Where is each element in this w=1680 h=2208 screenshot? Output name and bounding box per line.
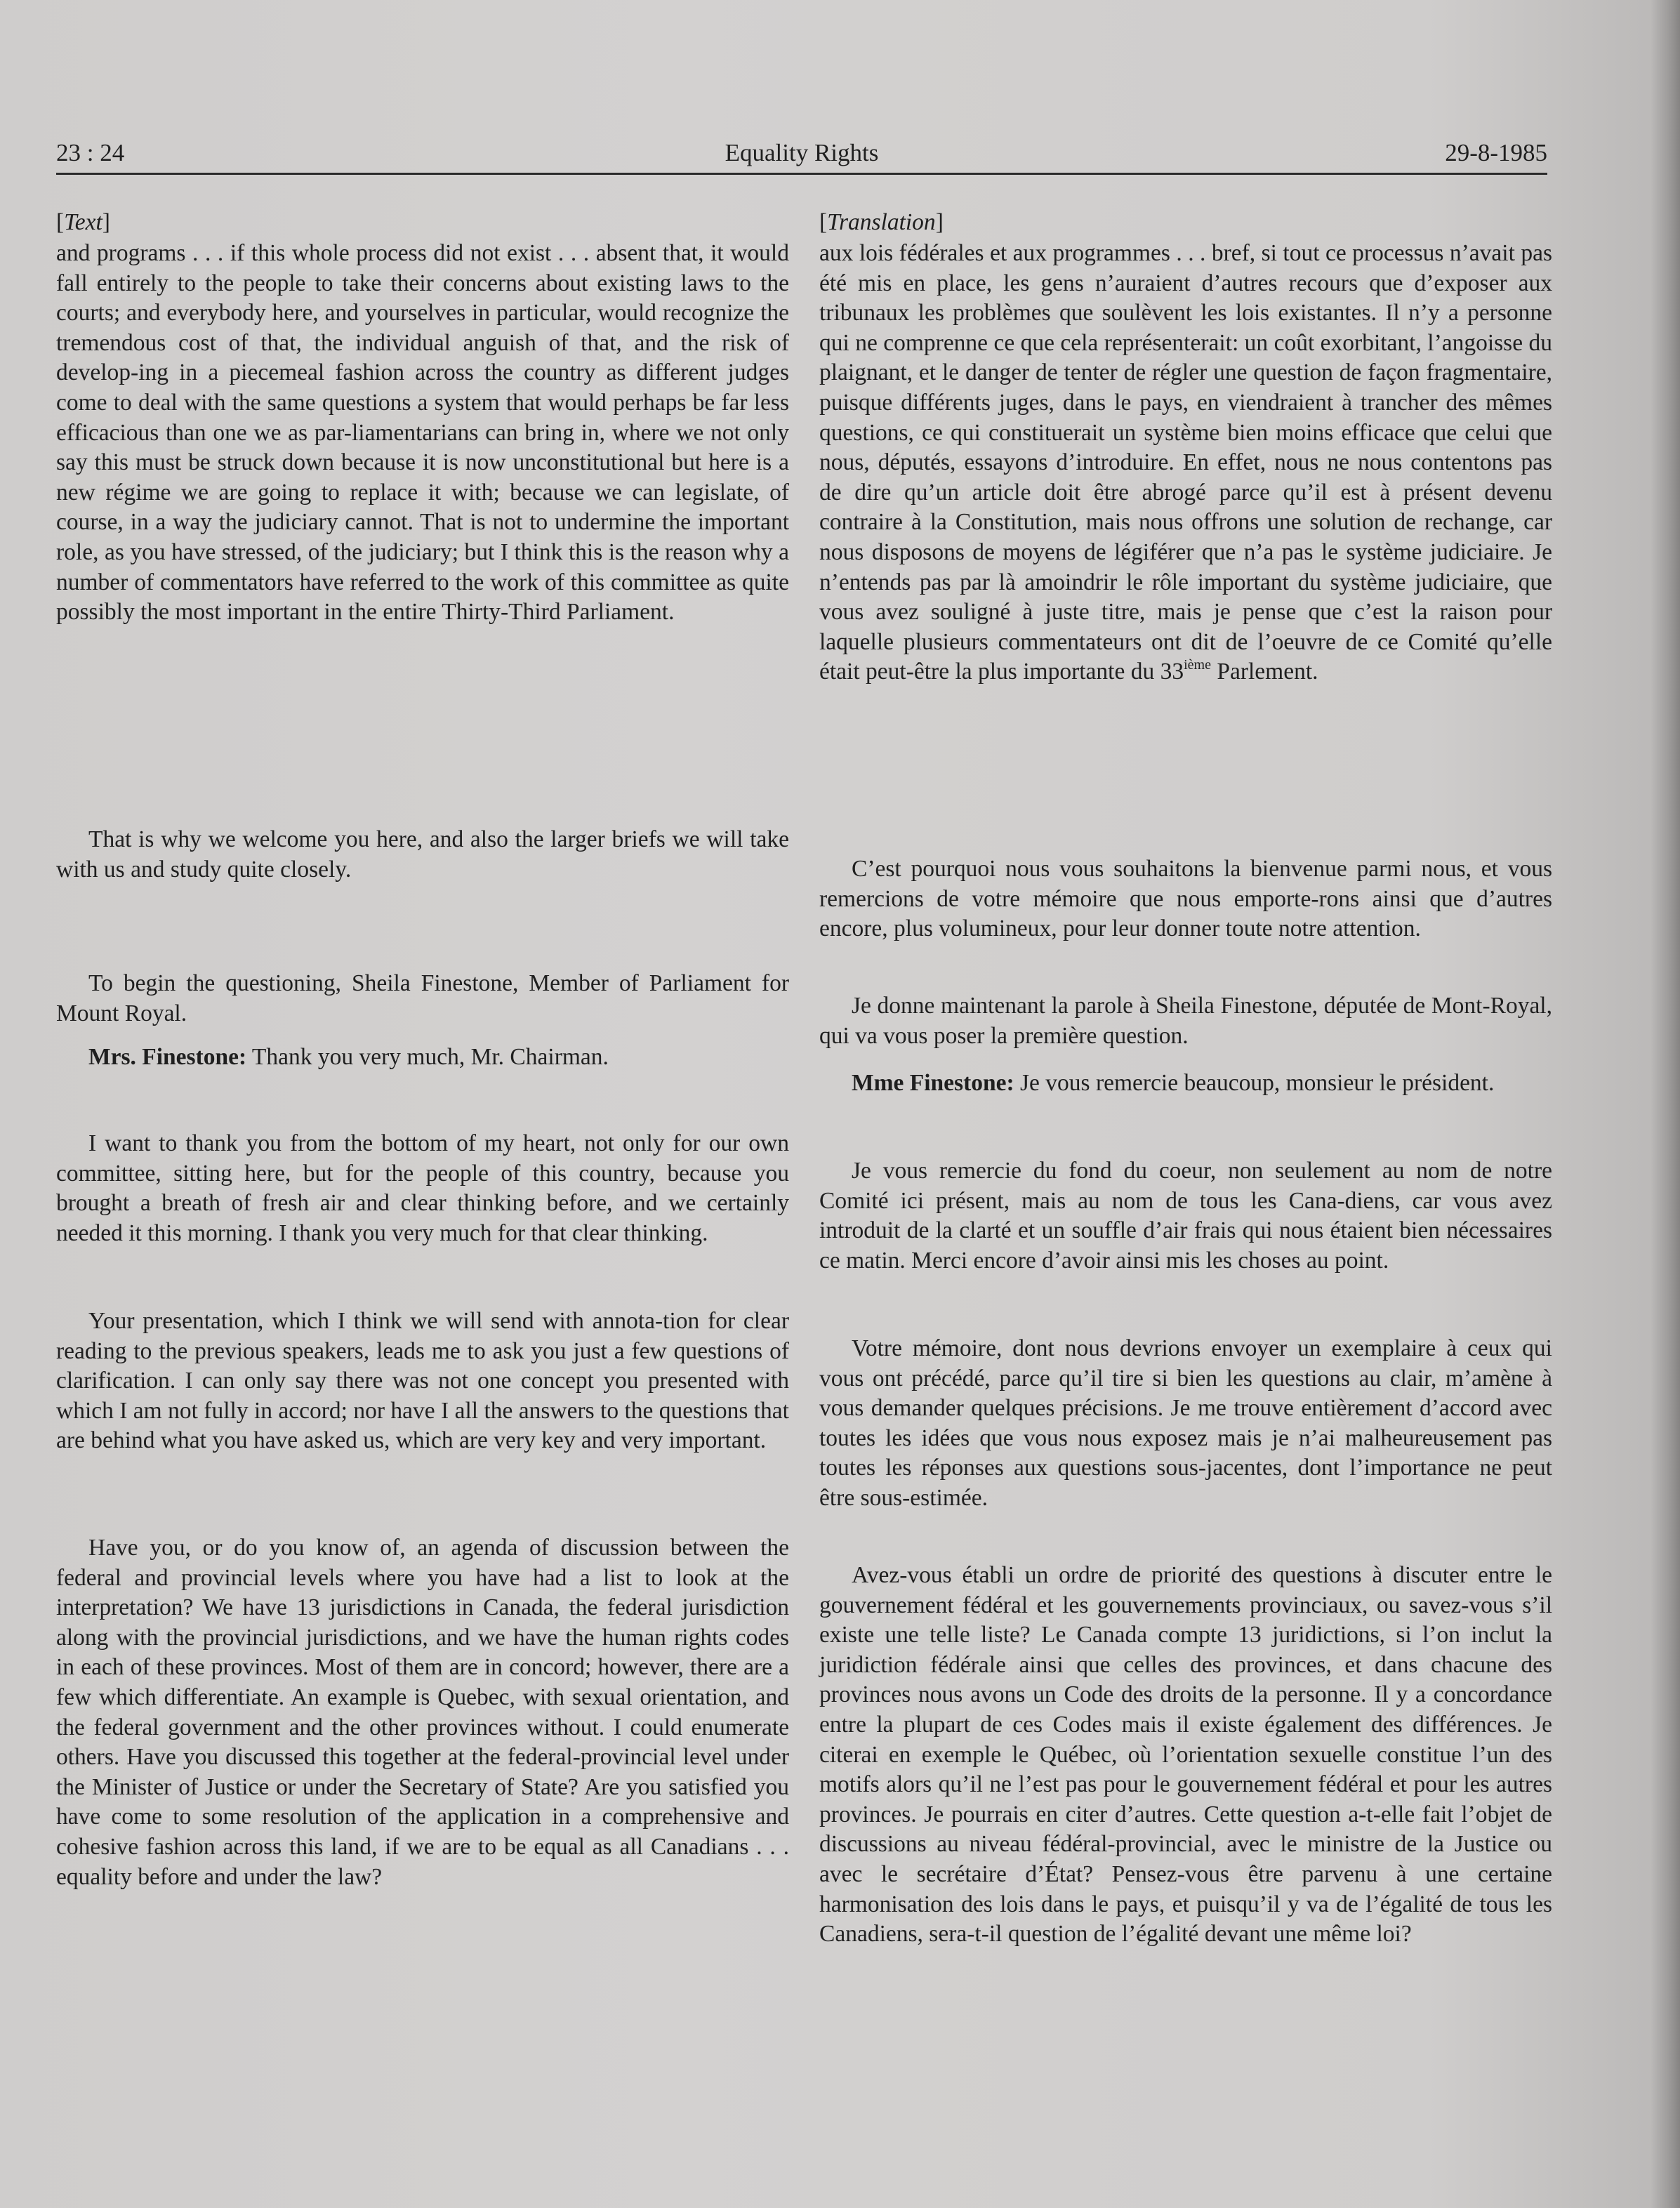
french-paragraph-1-text: aux lois fédérales et aux programmes . . . bref, si tout ce processus n’avait pas été mis en place, les gens n’auraient d’autres recours que d’exposer aux tribunaux les problèmes que soulèvent les lois existantes. Il n’y a personne qui ne comprenne ce que cela représenterait: un coût exorbitant, l’angoisse du plaignant, et le danger de tenter de régler une question de façon fragmentaire, puisque différents juges, dans le pays, en viendraient à trancher des mêmes questions, ce qui constituerait un système bien moins efficace que celui que nous, députés, essayons d’introduire. En effet, nous ne nous contentons pas de dire qu’un article doit être abrogé parce qu’il est à présent devenu contraire à la Constitution, mais nous offrons une solution de rechange, car nous disposons de moyens de légiférer que n’a pas le système judiciaire. Je n’entends pas par là amoindrir le rôle important du système judiciaire, que vous avez souligné à juste titre, mais je pense que c’est la raison pour laquelle plusieurs commentateurs ont dit de l’oeuvre de ce Comité qu’elle était peut-être la plus importante du 33 (819, 240, 1552, 685)
english-paragraph-1: and programs . . . if this whole process did not exist . . . absent that, it would fall entirely to the people to take their concerns about existing laws to the courts; and everybody here, and yourselves in particular, would recognize the tremendous cost of that, the individual anguish of that, and the risk of develop-ing in a piecemeal fashion across the country as different judges come to deal with the same questions a system that would perhaps be far less efficacious than one we as par-liamentarians can bring in, where we not only say this must be struck down because it is now unconstitutional but here is a new régime we are going to replace it with; because we can legislate, of course, in a way the judiciary cannot. That is not to undermine the important role, as you have stressed, of the judiciary; but I think this is the reason why a number of commentators have referred to the work of this committee as quite possibly the most important in the entire Thirty-Third Parliament. (56, 240, 789, 626)
page-date: 29-8-1985 (1445, 139, 1547, 166)
text-label-word: Text (64, 209, 102, 235)
page-edge-shadow (1651, 0, 1680, 2208)
speaker-remark-fr: Je vous remercie beaucoup, monsieur le président. (1014, 1070, 1495, 1096)
page-header (56, 138, 1547, 174)
english-paragraph-2: That is why we welcome you here, and also the larger briefs we will take with us and study quite closely. (56, 826, 789, 882)
page-number: 23 : 24 (56, 139, 125, 166)
english-paragraph-6: Your presentation, which I think we will send with annota-tion for clear reading to the previous speakers, leads me to ask you just a few questions of clarification. I can only say there was not one concept you presented with which I am not fully in accord; nor have I all the answers to the questions that are behind what you have asked us, which are very key and very important. (56, 1308, 789, 1454)
translation-label: [Translation] (819, 209, 944, 235)
french-column (819, 208, 1552, 1950)
french-paragraph-2: C’est pourquoi nous vous souhaitons la bienvenue parmi nous, et vous remercions de votre mémoire que nous emporte-rons ainsi que d’autres encore, plus volumineux, pour leur donner toute notre attention. (819, 856, 1552, 942)
english-column (56, 208, 789, 1892)
english-paragraph-3: To begin the questioning, Sheila Finestone, Member of Parliament for Mount Royal. (56, 970, 789, 1026)
header-rule (56, 173, 1547, 175)
english-paragraph-5: I want to thank you from the bottom of my heart, not only for our own committee, sitting here, but for the people of this country, because you brought a breath of fresh air and clear thinking before, and we certainly needed it this morning. I thank you very much for that clear thinking. (56, 1130, 789, 1246)
french-paragraph-5: Je vous remercie du fond du coeur, non seulement au nom de notre Comité ici présent, mais au nom de tous les Cana-diens, car vous avez introduit de la clarté et un souffle d’air frais qui nous étaient bien nécessaires ce matin. Merci encore d’avoir ainsi mis les choses au point. (819, 1158, 1552, 1274)
speaker-name-fr: Mme Finestone: (852, 1070, 1014, 1096)
page-title: Equality Rights (725, 139, 879, 166)
translation-label-word: Translation (827, 209, 936, 235)
french-paragraph-1 (819, 239, 1552, 837)
french-paragraph-4 (819, 1069, 1552, 1128)
english-paragraph-7: Have you, or do you know of, an agenda of discussion between the federal and provincial levels where you have had a list to look at the interpretation? We have 13 jurisdictions in Canada, the federal jurisdiction along with the provincial jurisdictions, and we have the human rights codes in each of these provinces. Most of them are in concord; however, there are a few which differentiate. An example is Quebec, with sexual orientation, and the federal government and the other provinces without. I could enumerate others. Have you discussed this together at the federal-provincial level under the Minister of Justice or under the Secretary of State? Are you satisfied you have come to some resolution of the application in a comprehensive and cohesive fashion across this land, if we are to be equal as all Canadians . . . equality before and under the law? (56, 1535, 789, 1890)
french-paragraph-7: Avez-vous établi un ordre de priorité des questions à discuter entre le gouvernement fédéral et les gouvernements provinciaux, ou savez-vous s’il existe une telle liste? Le Canada compte 13 juridictions, si l’on inclut la juridiction fédérale ainsi que celles des provinces, et dans chacune des provinces nous avons un Code des droits de la personne. Il y a concordance entre la plupart de ces Codes mais il existe également des différences. Je citerai en exemple le Québec, où l’orientation sexuelle constitue l’un des motifs alors qu’il ne l’est pas pour le gouvernement fédéral et pour les autres provinces. Je pourrais en citer d’autres. Cette question a-t-elle fait l’objet de discussions au niveau fédéral-provincial, avec le ministre de la Justice ou avec le secrétaire d’État? Pensez-vous être parvenu à une certaine harmonisation des lois dans le pays, et puisqu’il y va de l’égalité de tous les Canadiens, sera-t-il question de l’égalité devant une même loi? (819, 1562, 1552, 1948)
french-paragraph-3: Je donne maintenant la parole à Sheila Finestone, députée de Mont-Royal, qui va vous poser la première question. (819, 993, 1552, 1049)
speaker-remark: Thank you very much, Mr. Chairman. (246, 1044, 609, 1070)
french-paragraph-6: Votre mémoire, dont nous devrions envoyer un exemplaire à ceux qui vous ont précédé, parce qu’il tire si bien les questions au clair, m’amène à vous demander quelques précisions. Je me trouve entièrement d’accord avec toutes les idées que vous nous exposez mais je n’ai malheureusement pas toutes les réponses aux questions sous-jacentes, dont l’importance ne peut être sous-estimée. (819, 1335, 1552, 1511)
french-paragraph-1-end: Parlement. (1210, 659, 1318, 685)
ordinal-superscript: ième (1184, 657, 1211, 673)
text-label: [Text] (56, 209, 110, 235)
english-paragraph-4 (56, 1043, 789, 1073)
speaker-name: Mrs. Finestone: (88, 1044, 247, 1070)
